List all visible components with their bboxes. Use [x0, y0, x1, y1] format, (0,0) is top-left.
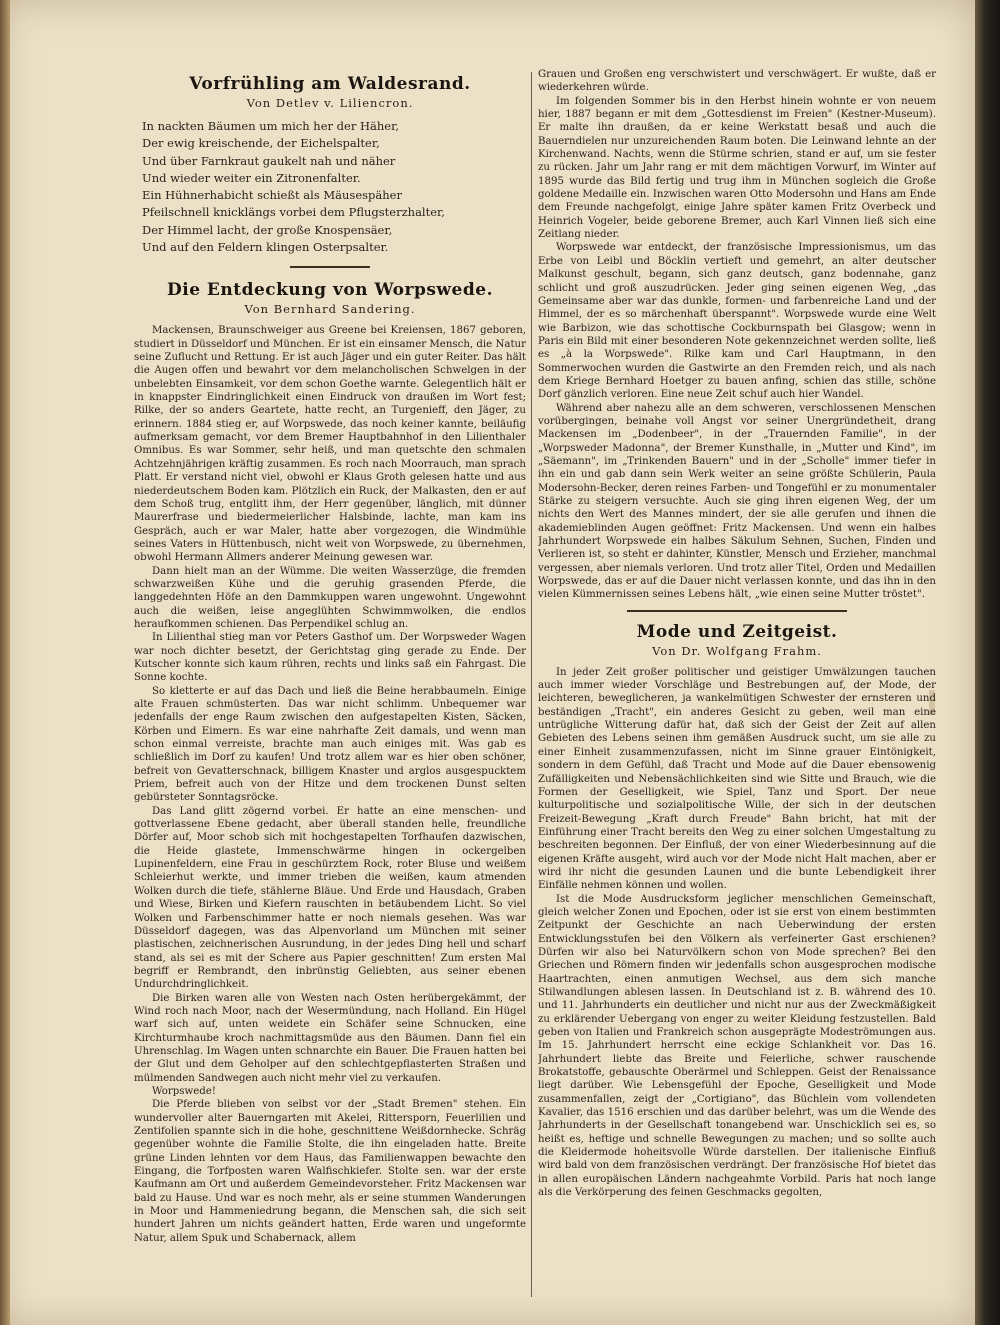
article2-title: Mode und Zeitgeist.	[636, 621, 838, 642]
right-column	[538, 68, 936, 1313]
article1-continuation: Grauen und Großen eng verschwistert und verschwägert. Er wußte, daß er wiederkehren würde.	[538, 69, 936, 94]
book-edge	[975, 0, 1000, 1325]
poem-line: Der Himmel lacht, der große Knospensäer,	[142, 222, 393, 237]
article1-paragraph: Worpswede war entdeckt, der französische Impressionismus, um das Erbe von Leibl und Böcklin vertieft und gemehrt, an alter deutscher Malkunst geschult, begann, sich ganz deutsch, ganz bodennahe, ganz schlicht und groß auszudrücken. Jeder ging seinen eigenen Weg, „das Gemeinsame aber war das dunkle, formen- und farbenreiche Land und der Himmel, der es so märchenhaft überspannt". Worpswede wurde eine Welt wie Barbizon, wie das schottische Cockburnspath bei Glasgow; wenn in Paris ein Bild mit einer besonderen Note gekennzeichnet werden sollte, ließ es „à la Worpswede". Rilke kam und Carl Hauptmann, in den Sommerwochen wurden die Gastwirte an den Fremden reich, und als nach dem Kriege Bernhard Hoetger zu bauen anfing, schien das stille, schöne Dorf gänzlich verloren. Eine neue Zeit schuf auch hier Wandel.	[538, 242, 936, 401]
article1-paragraph: Mackensen, Braunschweiger aus Greene bei Kreiensen, 1867 geboren, studiert in Düsseldorf und München. Er ist ein einsamer Mensch, die Natur seine Zuflucht und Rettung. Er ist auch Jäger und ein guter Reiter. Das hält die Augen offen und bewahrt vor dem melancholischen Schwelgen in der unbelebten Einsamkeit, vor dem schon Goethe warnte. Gelegentlich hält er in knappster Eindringlichkeit einen Eindruck von draußen im Wort fest; Rilke, der so anders Geartete, hatte recht, an Turgenieff, den Jäger, zu erinnern. 1884 stieg er, auf Worpswede, das noch keiner kannte, beiläufig aufmerksam gemacht, vor dem Bremer Hauptbahnhof in den Lilienthaler Omnibus. Es war Sommer, sehr heiß, und man quetschte den schmalen Achtzehnjährigen kräftig zusammen. Es roch nach Moorrauch, man sprach Platt. Er verstand nicht viel, obwohl er Klaus Groth gelesen hatte und aus niederdeutschem Boden kam. Plötzlich ein Ruck, der Malkasten, den er auf dem Schoß trug, entglitt ihm, der Herr gegenüber, länglich, mit dünner Maurerfrase und biedermeierlicher Halsbinde, lachte, man kam ins Gespräch, auch er war Maler, hatte aber vorgezogen, die Windmühle seines Vaters in Hüttenbusch, nicht weit von Worpswede, zu übernehmen, obwohl Hermann Allmers anderer Meinung gewesen war.	[134, 325, 526, 564]
article1-paragraph: Die Birken waren alle von Westen nach Osten herübergekämmt, der Wind roch nach Moor, nach der Wesermündung, nach Holland. Ein Hügel warf sich auf, unten weidete ein Schäfer seine Schnucken, eine Kirchturmhaube kroch nachmittagsmüde aus den Bäumen. Dann fiel ein Uhrenschlag. Im Wagen unten schnarchte ein Bauer. Die Frauen hatten bei der Glut und dem Geholper auf den schlechtgepflasterten Straßen und mülmenden Sandwegen auch nicht mehr viel zu verkaufen.	[134, 992, 526, 1084]
article1-title: Die Entdeckung von Worpswede.	[167, 280, 493, 301]
section-separator	[290, 266, 370, 268]
page-binding-edge	[0, 0, 10, 1325]
poem-line: Und wieder weiter ein Zitronenfalter.	[142, 170, 361, 185]
poem-line: In nackten Bäumen um mich her der Häher,	[142, 119, 399, 133]
section-separator	[627, 610, 847, 612]
article1-paragraph: Während aber nahezu alle an dem schweren, verschlossenen Menschen vorübergingen, beinahe voll Angst vor seiner Unergründetheit, drang Mackensen im „Dodenbeer", in der „Trauernden Familie", in der „Worpsweder Madonna", der Bremer Kunsthalle, in „Mutter und Kind", im „Säemann", im „Trinkenden Bauern" und in der „Scholle" immer tiefer in ihn ein und gab dann sein Werk weiter an seine größte Schülerin, Paula Modersohn-Becker, deren reines Farben- und Tongefühl er zu monumentaler Stärke zu steigern versuchte. Auch sie ging ihren eigenen Weg, der um nichts den Wert des Mannes mindert, der sie alle gerufen und ihnen die akademieblinden Augen geöffnet: Fritz Mackensen. Und wenn ein halbes Jahrhundert Worpswede ein halbes Säkulum Sehnen, Suchen, Finden und Verlieren ist, so steht er dahinter, Künstler, Mensch und Erzieher, manchmal vergessen, aber niemals verloren. Und trotz aller Titel, Orden und Medaillen Worpswede, das er auf die Dauer nicht verlassen konnte, und das ihn in den vielen Kümmernissen seines Lebens hält, „wie einen seine Mutter tröstet".	[538, 402, 936, 601]
article1-author: Von Bernhard Sandering.	[244, 302, 416, 317]
article1-paragraph: Das Land glitt zögernd vorbei. Er hatte an eine menschen- und gottverlassene Ebene gedacht, aber überall standen helle, freundliche Dörfer auf, Moor schob sich mit hochgestapelten Torfhaufen dazwischen, die Heide glastete, Immenschwärme hingen in ockergelben Lupinenfeldern, eine Frau in geschürztem Rock, roter Bluse und weißem Schleierhut werkte, und immer trieben die weißen, kaum atmenden Wolken durch die tiefe, stählerne Bläue. Und Erde und Hausdach, Graben und Wiese, Birken und Kiefern rauschten in betäubendem Licht. So viel Wolken und Farbenschimmer hatte er noch niemals gesehen. Was war Düsseldorf dagegen, was das Alpenvorland um München mit seiner plastischen, zeichnerischen Ausrundung, in der jedes Ding hell und scharf stand, als sei es mit der Schere aus Papier geschnitten! Zum ersten Mal begriff er Rembrandt, den inbrünstig Geliebten, aus seiner ebenen Undurchdringlichkeit.	[134, 805, 526, 991]
poem-line: Und über Farnkraut gaukelt nah und näher	[142, 153, 396, 168]
poem-body	[134, 118, 526, 256]
article1-paragraph: Dann hielt man an der Wümme. Die weiten Wasserzüge, die fremden schwarzweißen Kühe und die geruhig grasenden Pferde, die langgedehnten Höfe an den Dammkuppen waren ungewohnt. Ungewohnt auch die weißen, leise angeglühten Schwimmwolken, die endlos heraufkommen schienen. Das Perpendikel schlug an.	[134, 565, 526, 630]
article1-paragraph: In Lilienthal stieg man vor Peters Gasthof um. Der Worpsweder Wagen war noch dichter besetzt, der Gerichtstag ging gerade zu Ende. Der Kutscher konnte sich kaum rühren, rechts und links saß ein Fahrgast. Die Sonne kochte.	[134, 632, 526, 684]
left-column	[134, 70, 526, 1300]
poem-author: Von Detlev v. Liliencron.	[246, 96, 414, 110]
article1-paragraph: Im folgenden Sommer bis in den Herbst hinein wohnte er von neuem hier, 1887 begann er mit dem „Gottesdienst im Freien" (Kestner-Museum). Er malte ihn draußen, da er keine Werkstatt besaß und auch die Bauerndielen nur unzureichenden Raum boten. Die Leinwand lehnte an der Kirchenwand. Nachts, wenn die Stürme schrien, stand er auf, um sie fester zu rücken. Jahr um Jahr rang er mit dem mächtigen Vorwurf, im Winter auf 1895 wurde das Bild fertig und trug ihm in München sogleich die Große goldene Medaille ein. Inzwischen waren Otto Modersohn und Hans am Ende dem Freunde nachgefolgt, einige Jahre später kamen Fritz Overbeck und Heinrich Vogeler, beide geborene Bremer, auch Karl Vinnen ließ sich eine Zeitlang nieder.	[538, 95, 936, 241]
article1-paragraph: Die Pferde blieben von selbst vor der „Stadt Bremen" stehen. Ein wundervoller alter Bauerngarten mit Akelei, Rittersporn, Feuerlilien und Zentifolien spannte sich in die hohe, geschnittene Weißdornhecke. Schräg gegenüber wohnte die Familie Stolte, die ihn eingeladen hatte. Breite grüne Linden lehnten vor dem Haus, das Familienwappen bewachte den Eingang, die Torfposten waren Walfischkiefer. Stolte sen. war der erste Kaufmann am Ort und außerdem Gemeindevorsteher. Fritz Mackensen war bald zu Hause. Und war es noch mehr, als er seine stummen Wanderungen in Moor und Hammeniedrung begann, die Menschen sah, die sich seit hundert Jahren um nichts geändert hatten, Erde waren und ungeformte Natur, allem Spuk und Schabernack, allem	[134, 1099, 526, 1244]
article1-paragraph: Worpswede!	[152, 1085, 216, 1097]
column-divider	[531, 72, 532, 1297]
poem-title: Vorfrühling am Waldesrand.	[189, 74, 471, 94]
article2-paragraph: Ist die Mode Ausdrucksform jeglicher menschlichen Gemeinschaft, gleich welcher Zonen und Epochen, oder ist sie erst von einem bestimmten Zeitpunkt der Geschichte an nach Ueberwindung der ersten Entwicklungsstufen bei den Völkern als verfeinerter Gast erschienen? Dürfen wir also bei Naturvölkern schon von Mode sprechen? Bei den Griechen und Römern finden wir jedenfalls schon ausgesprochen modische Haartrachten, einen anmutigen Wechsel, aus dem sich manche Stilwandlungen ablesen lassen. In Deutschland ist z. B. während des 10. und 11. Jahrhunderts ein deutlicher und nicht nur aus der Zweckmäßigkeit zu erklärender Uebergang von enger zu weiter Kleidung festzustellen. Bald geben von Italien und Frankreich schon ausgeprägte Modeströmungen aus. Im 15. Jahrhundert herrscht eine eckige Schlankheit vor. Das 16. Jahrhundert liebte das Breite und Feierliche, schwer rauschende Brokatstoffe, gebauschte Oberärmel und Schleppen. Geist der Renaissance liegt darüber. Wie Lebensgefühl der Epoche, Geselligkeit und Mode zusammenfallen, zeigt der „Cortigiano", das Büchlein vom vollendeten Kavalier, das 1516 erschien und das darüber belehrt, was um die Wende des Jahrhunderts in der Gesellschaft tonangebend war. Unschicklich sei es, so heißt es, heftige und schnelle Bewegungen zu machen; und so sollte auch die Kleidermode hoheitsvolle Würde darstellen. Der italienische Einfluß wird bald von dem französischen verdrängt. Der französische Hof bietet das in allen europäischen Ländern nachgeahmte Vorbild. Paris hat noch lange als die Verkörperung des feinen Geschmacks gegolten,	[538, 893, 936, 1199]
poem-line: Der ewig kreischende, der Eichelspalter,	[142, 136, 380, 151]
article2-author: Von Dr. Wolfgang Frahm.	[652, 643, 822, 658]
article1-paragraph: So kletterte er auf das Dach und ließ die Beine herabbaumeln. Einige alte Frauen schmüsterten. Das war nicht schlimm. Unbequemer war jedenfalls der enge Raum zwischen den aufgestapelten Kisten, Säcken, Körben und Eimern. Es war eine nahrhafte Zeit damals, und wenn man schon einmal verreiste, brachte man auch einiges mit. Was gab es schließlich im Dorf zu kaufen! Und trotz allem war es hier oben schöner, befreit von Gevatterschnack, billigem Knaster und arglos ausgespucktem Priem, befreit auch von der Hitze und dem trockenen Dunst selten gebürsteter Sonntagsröcke.	[134, 685, 526, 804]
poem-line: Und auf den Feldern klingen Osterpsalter.	[142, 240, 389, 255]
poem-line: Ein Hühnerhabicht schießt als Mäusespäher	[142, 188, 402, 203]
poem-line: Pfeilschnell knicklängs vorbei dem Pflugsterzhalter,	[142, 205, 445, 220]
article2-paragraph: In jeder Zeit großer politischer und geistiger Umwälzungen tauchen auch immer wieder Vorschläge und Bestrebungen auf, der Mode, der leichteren, beweglicheren, ja wankelmütigen Schwester der ernsteren und beständigen „Tracht", ein anderes Gesicht zu geben, weil man eine untrügliche Witterung dafür hat, daß sich der Geist der Zeit auf allen Gebieten des Lebens seinen ihm gemäßen Ausdruck sucht, um sie alle zu einer Einheit zusammenzufassen, nicht im Sinne grauer Eintönigkeit, sondern in dem Gefühl, daß Tracht und Mode auf die Dauer ebensowenig Zufälligkeiten und Nebensächlichkeiten sind wie Sitte und Brauch, wie die Formen der Geselligkeit, wie Spiel, Tanz und Sport. Der neue kulturpolitische und sozialpolitische Wille, der sich in der deutschen Freizeit-Bewegung „Kraft durch Freude" Bahn bricht, hat mit der Einführung einer Tracht bereits den Weg zu einer solchen Umgestaltung zu beschreiten begonnen. Der Einfluß, der von einer Wiederbesinnung auf die eigenen Kräfte ausgeht, wird auch vor der Mode nicht Halt machen, aber er wird ihr nicht die gesunden Launen und die bunte Lebendigkeit ihrer Einfälle nehmen können und wollen.	[538, 666, 936, 892]
